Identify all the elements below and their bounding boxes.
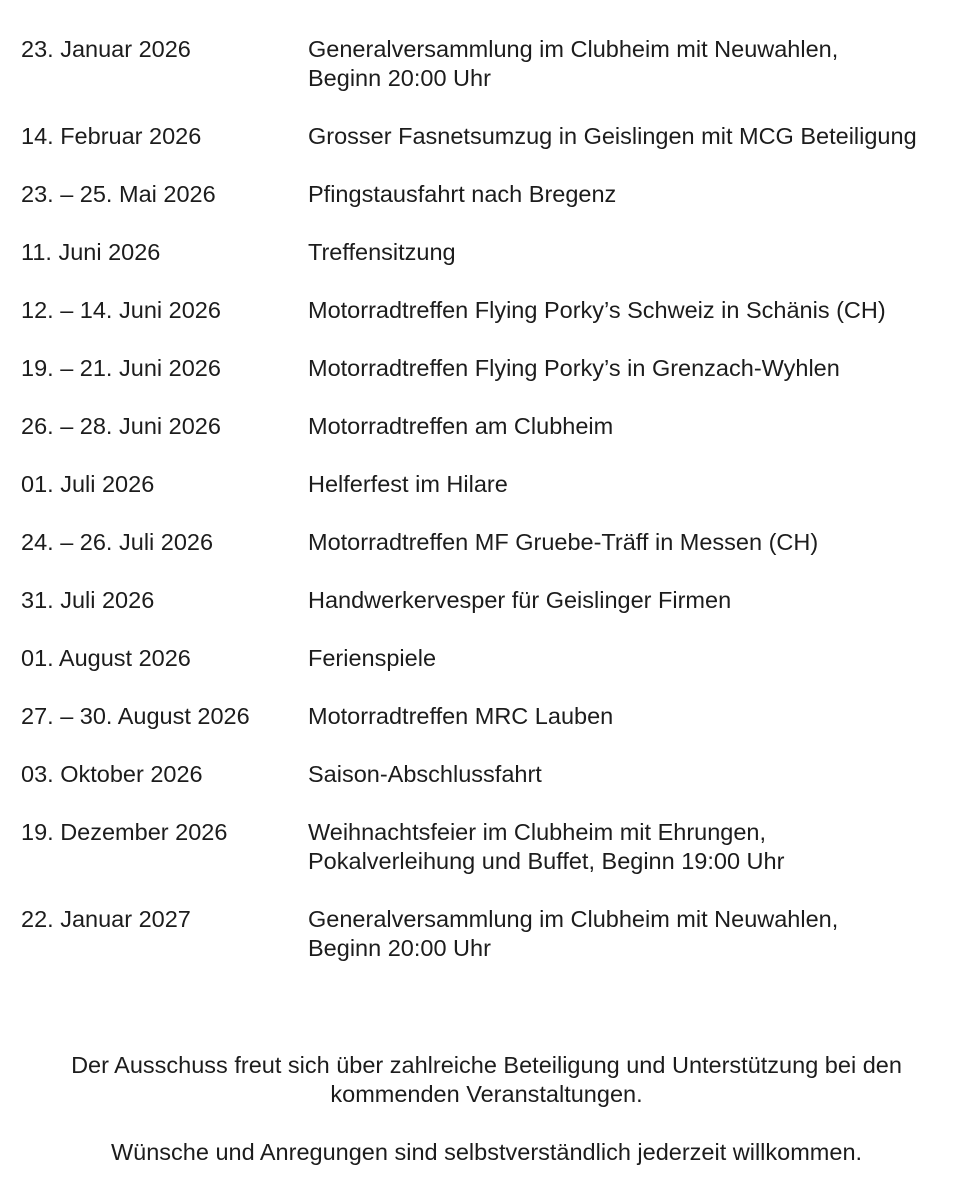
event-row [21, 35, 971, 93]
event-description: Motorradtreffen Flying Porky’s in Grenzach-Wyhlen [308, 355, 840, 381]
event-description: Generalversammlung im Clubheim mit Neuwahlen, Beginn 20:00 Uhr [308, 36, 839, 91]
event-description: Motorradtreffen am Clubheim [308, 413, 614, 439]
event-row [21, 238, 971, 267]
event-date: 12. – 14. Juni 2026 [21, 297, 221, 323]
event-description: Weihnachtsfeier im Clubheim mit Ehrungen, Pokalverleihung und Buffet, Beginn 19:00 Uhr [308, 819, 785, 874]
event-date: 31. Juli 2026 [21, 587, 155, 613]
event-list [21, 35, 971, 992]
footer-note: Der Ausschuss freut sich über zahlreiche Beteiligung und Unterstützung bei den kommenden Veranstaltungen. [71, 1052, 902, 1107]
event-description: Ferienspiele [308, 645, 437, 671]
event-row [21, 528, 971, 557]
event-row [21, 818, 971, 876]
event-date: 26. – 28. Juni 2026 [21, 413, 221, 439]
event-description: Treffensitzung [308, 239, 456, 265]
event-date: 14. Februar 2026 [21, 123, 202, 149]
event-row [21, 470, 971, 499]
event-date: 01. August 2026 [21, 645, 191, 671]
event-date: 03. Oktober 2026 [21, 761, 203, 787]
event-date: 01. Juli 2026 [21, 471, 155, 497]
event-description: Helferfest im Hilare [308, 471, 508, 497]
event-date: 27. – 30. August 2026 [21, 703, 250, 729]
event-row [21, 296, 971, 325]
event-description: Saison-Abschlussfahrt [308, 761, 542, 787]
event-description: Motorradtreffen MRC Lauben [308, 703, 614, 729]
event-date: 23. – 25. Mai 2026 [21, 181, 216, 207]
footer-wishes: Wünsche und Anregungen sind selbstverständlich jederzeit willkommen. [110, 1139, 863, 1165]
event-description: Motorradtreffen MF Gruebe-Träff in Messen (CH) [308, 529, 819, 555]
event-description: Motorradtreffen Flying Porky’s Schweiz in Schänis (CH) [308, 297, 886, 323]
event-date: 19. – 21. Juni 2026 [21, 355, 221, 381]
footer [0, 1051, 973, 1196]
event-row [21, 412, 971, 441]
event-date: 22. Januar 2027 [21, 906, 191, 932]
event-row [21, 760, 971, 789]
event-row [21, 122, 971, 151]
event-row [21, 586, 971, 615]
event-date: 11. Juni 2026 [21, 239, 161, 265]
event-row [21, 702, 971, 731]
event-description: Grosser Fasnetsumzug in Geislingen mit MCG Beteiligung [308, 123, 917, 149]
event-description: Handwerkervesper für Geislinger Firmen [308, 587, 732, 613]
event-row [21, 354, 971, 383]
event-date: 23. Januar 2026 [21, 36, 191, 62]
event-row [21, 644, 971, 673]
event-date: 19. Dezember 2026 [21, 819, 228, 845]
event-row [21, 180, 971, 209]
event-description: Generalversammlung im Clubheim mit Neuwahlen, Beginn 20:00 Uhr [308, 906, 839, 961]
event-description: Pfingstausfahrt nach Bregenz [308, 181, 617, 207]
event-date: 24. – 26. Juli 2026 [21, 529, 214, 555]
event-row [21, 905, 971, 963]
